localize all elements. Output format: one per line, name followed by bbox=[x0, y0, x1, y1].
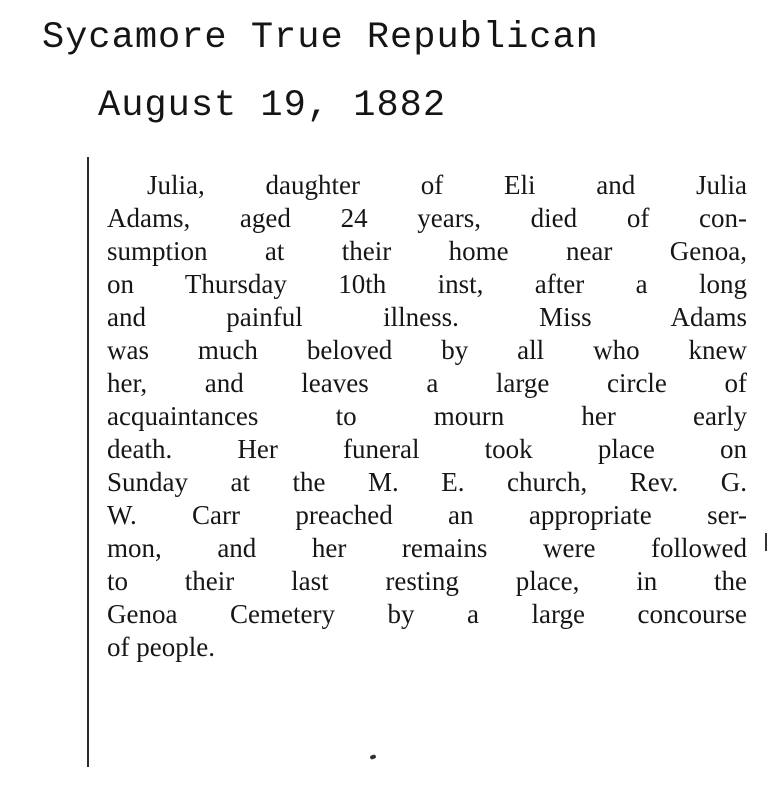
article-line: was much beloved by all who knew bbox=[107, 335, 747, 365]
newspaper-clipping bbox=[87, 157, 767, 769]
ink-speck bbox=[369, 754, 376, 760]
column-rule-fragment bbox=[765, 533, 767, 551]
article-line: mon, and her remains were followed bbox=[107, 533, 747, 563]
article-line: W. Carr preached an appropriate ser- bbox=[107, 500, 747, 530]
column-rule bbox=[87, 157, 89, 767]
article-line: and painful illness. Miss Adams bbox=[107, 302, 747, 332]
article-line: Sunday at the M. E. church, Rev. G. bbox=[107, 467, 747, 497]
article-line: Adams, aged 24 years, died of con- bbox=[107, 203, 747, 233]
publication-title: Sycamore True Republican bbox=[42, 17, 599, 59]
publication-date: August 19, 1882 bbox=[98, 85, 447, 127]
article-line: on Thursday 10th inst, after a long bbox=[107, 269, 747, 299]
article-line: sumption at their home near Genoa, bbox=[107, 236, 747, 266]
article-line: Genoa Cemetery by a large concourse bbox=[107, 599, 747, 629]
article-line: of people. bbox=[107, 632, 215, 662]
article-line: her, and leaves a large circle of bbox=[107, 368, 747, 398]
article-line: acquaintances to mourn her early bbox=[107, 401, 747, 431]
article-line: death. Her funeral took place on bbox=[107, 434, 747, 464]
article-line: Julia, daughter of Eli and Julia bbox=[147, 170, 747, 200]
article-line: to their last resting place, in the bbox=[107, 566, 747, 596]
obituary-text bbox=[107, 169, 747, 664]
